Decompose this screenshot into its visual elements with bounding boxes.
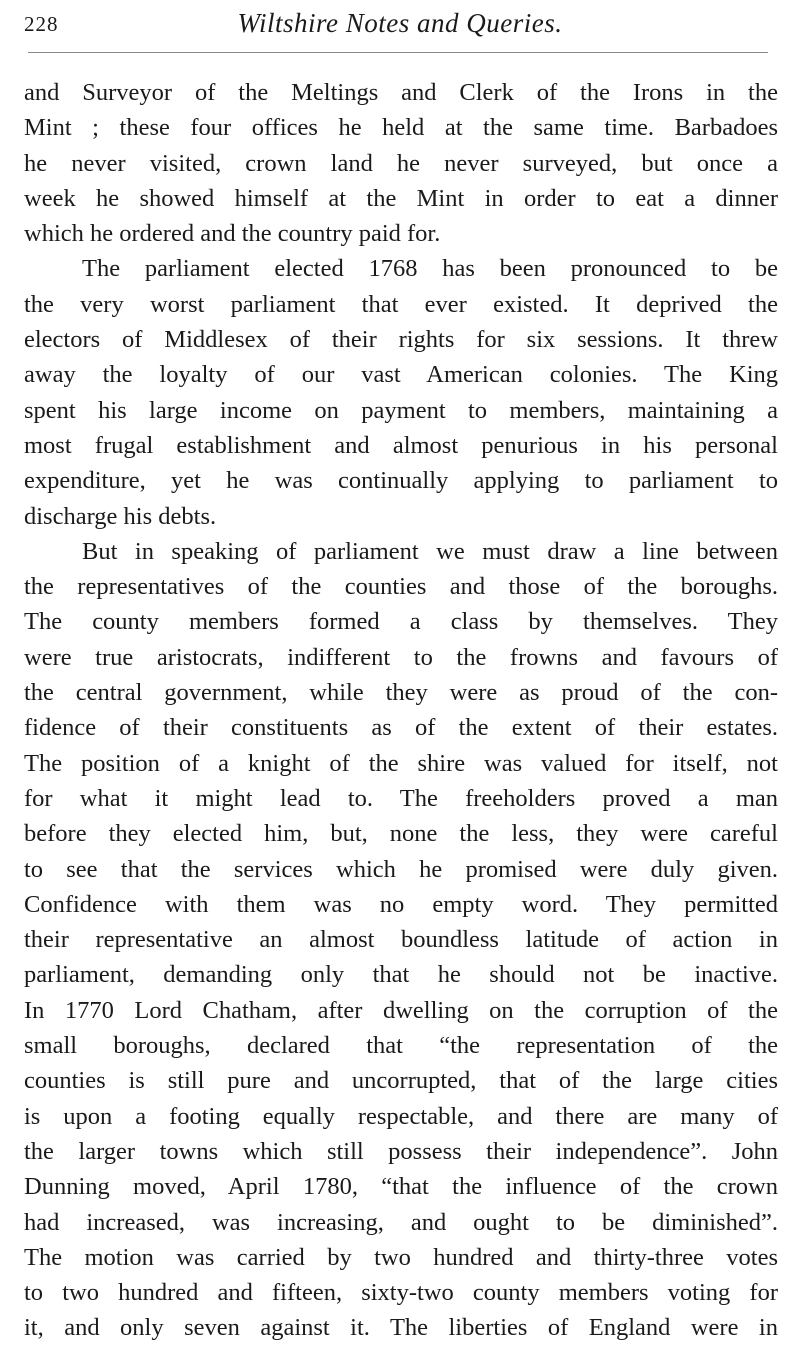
page-number: 228 — [24, 12, 59, 36]
text-line: week he showed himself at the Mint in order to eat a dinner — [24, 184, 778, 212]
text-line: Dunning moved, April 1780, “that the influence of the crown — [24, 1173, 778, 1201]
text-line: The county members formed a class by themselves. They — [24, 608, 778, 636]
text-line: is upon a footing equally respectable, and there are many of — [24, 1102, 778, 1130]
text-line: But in speaking of parliament we must draw a line between — [82, 537, 778, 565]
text-line: it, and only seven against it. The liberties of England were in — [24, 1314, 778, 1342]
text-line: parliament, demanding only that he should not be inactive. — [24, 961, 778, 989]
text-line: counties is still pure and uncorrupted, that of the large cities — [24, 1067, 778, 1095]
text-line: the representatives of the counties and those of the boroughs. — [24, 573, 778, 601]
text-line: In 1770 Lord Chatham, after dwelling on the corruption of the — [24, 996, 778, 1024]
text-line: the larger towns which still possess their independence”. John — [24, 1137, 778, 1165]
text-line: the central government, while they were as proud of the con- — [24, 679, 778, 707]
text-line: away the loyalty of our vast American colonies. The King — [24, 361, 778, 389]
text-line: the very worst parliament that ever existed. It deprived the — [24, 290, 778, 318]
text-line: expenditure, yet he was continually applying to parliament to — [24, 467, 778, 495]
text-line: to two hundred and fifteen, sixty-two county members voting for — [24, 1279, 778, 1307]
text-line: electors of Middlesex of their rights for six sessions. It threw — [24, 326, 778, 354]
text-line: which he ordered and the country paid for. — [24, 220, 441, 248]
body-text — [24, 75, 778, 1346]
text-line: to see that the services which he promised were duly given. — [24, 855, 778, 883]
header-rule — [28, 52, 768, 53]
text-line: spent his large income on payment to members, maintaining a — [24, 396, 778, 424]
text-line: fidence of their constituents as of the extent of their estates. — [24, 714, 778, 742]
running-head — [24, 6, 776, 46]
text-line: The parliament elected 1768 has been pronounced to be — [82, 255, 778, 283]
running-title: Wiltshire Notes and Queries. — [237, 8, 563, 38]
paragraph — [24, 75, 778, 251]
text-line: most frugal establishment and almost penurious in his personal — [24, 431, 778, 459]
text-line: their representative an almost boundless latitude of action in — [24, 926, 778, 954]
text-line: and Surveyor of the Meltings and Clerk of the Irons in the — [24, 79, 778, 106]
text-line: before they elected him, but, none the less, they were careful — [24, 820, 778, 848]
text-line: The position of a knight of the shire was valued for itself, not — [24, 749, 778, 777]
text-line: small boroughs, declared that “the representation of the — [24, 1032, 778, 1060]
text-line: he never visited, crown land he never surveyed, but once a — [24, 149, 778, 177]
text-line: Confidence with them was no empty word. They permitted — [24, 890, 778, 918]
text-line: Mint ; these four offices he held at the same time. Barbadoes — [24, 114, 778, 142]
text-line: The motion was carried by two hundred and thirty-three votes — [24, 1243, 778, 1271]
text-line: were true aristocrats, indifferent to the frowns and favours of — [24, 643, 778, 671]
text-line: had increased, was increasing, and ought to be diminished”. — [24, 1208, 778, 1236]
paragraph — [24, 251, 778, 533]
text-line: for what it might lead to. The freeholders proved a man — [24, 784, 778, 812]
text-line: discharge his debts. — [24, 502, 217, 530]
paragraph — [24, 534, 778, 1346]
